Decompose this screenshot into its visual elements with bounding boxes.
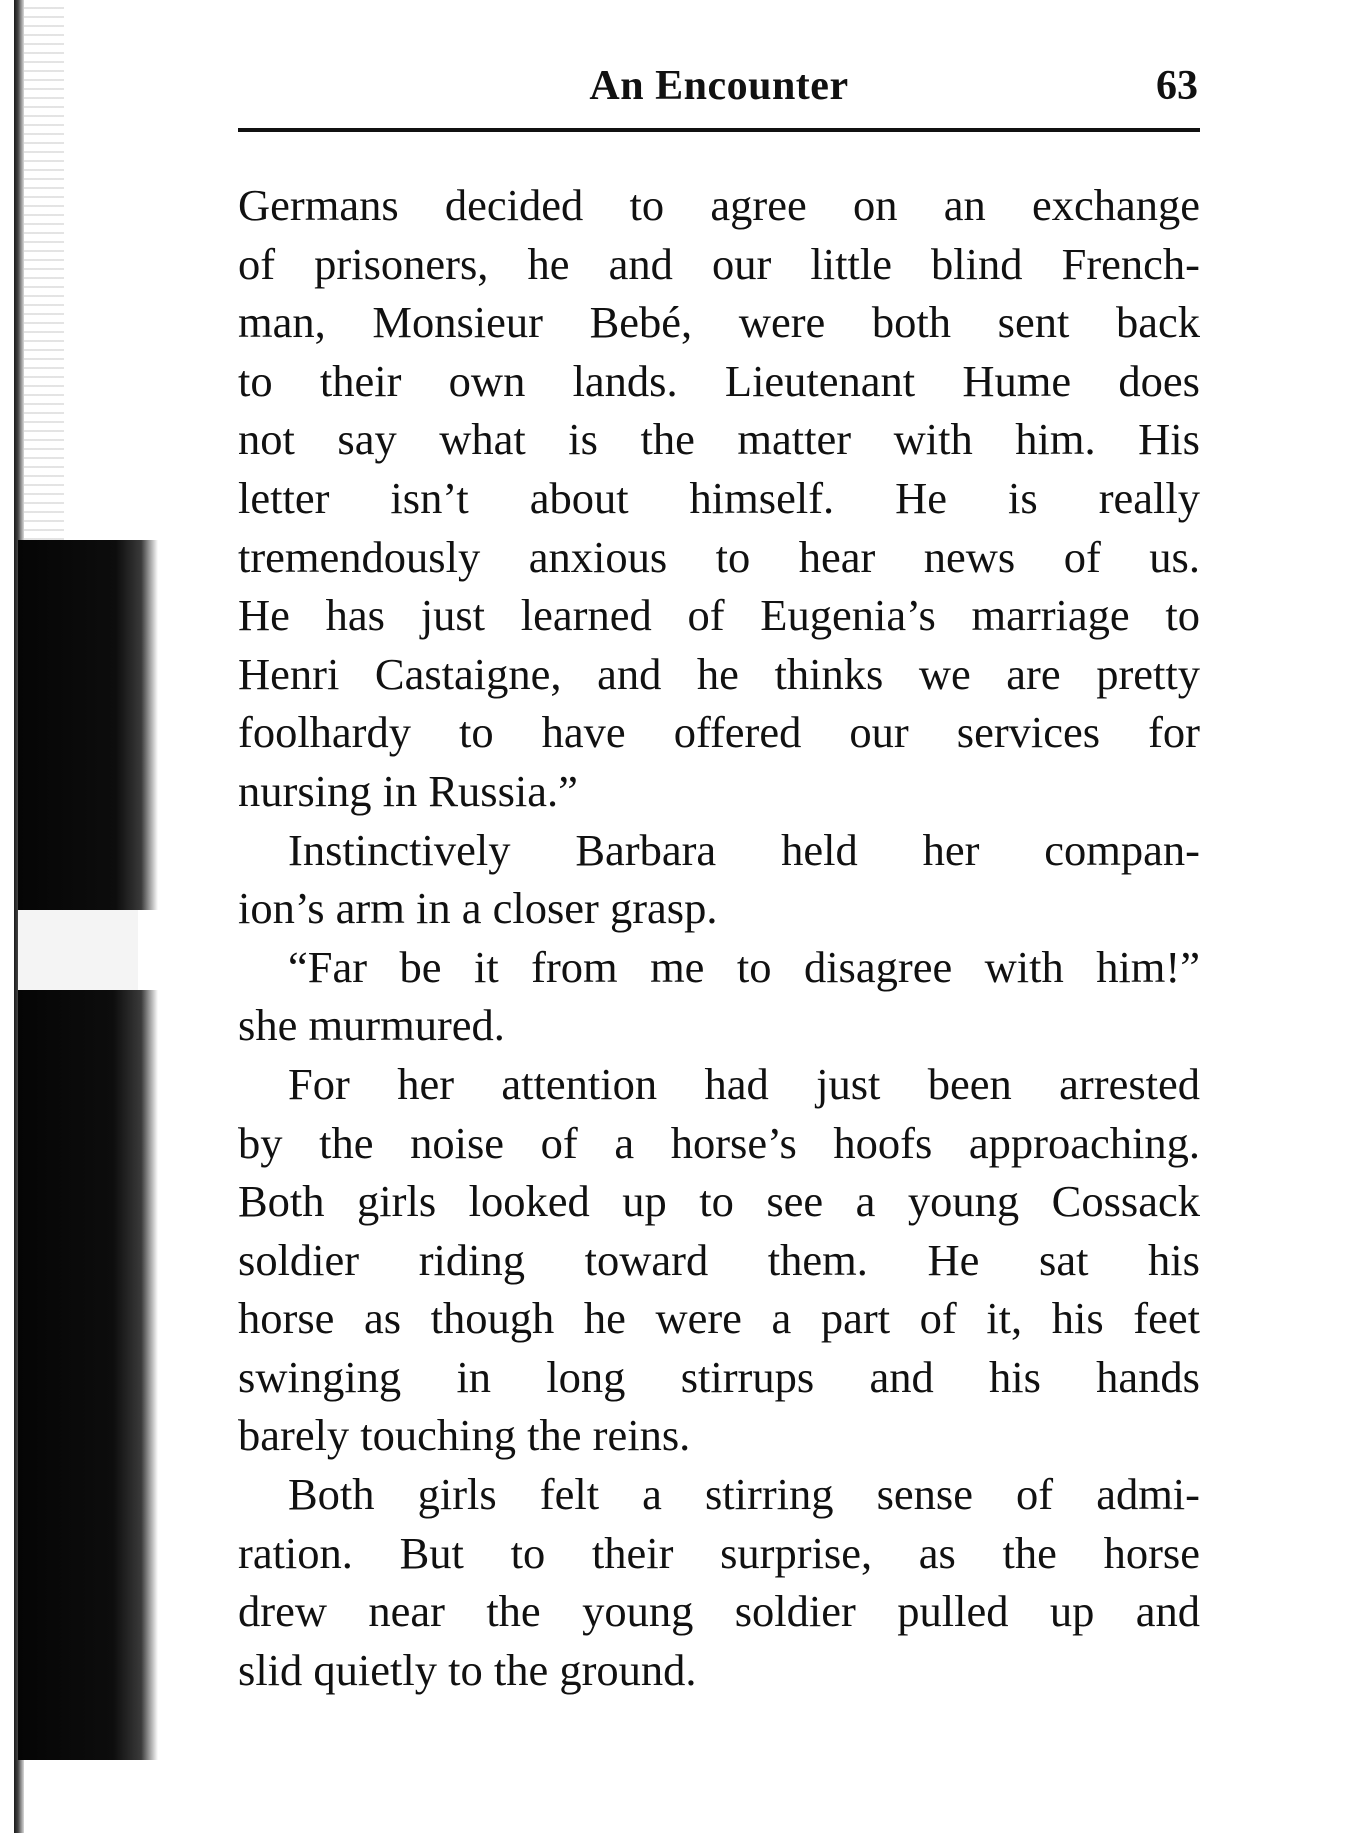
text-line: man, Monsieur Bebé, were both sent back xyxy=(238,297,1200,348)
text-line: drew near the young soldier pulled up and xyxy=(238,1586,1200,1637)
text-line: of prisoners, he and our little blind French- xyxy=(238,238,1200,289)
binding-edge-speckle xyxy=(24,0,64,540)
text-line: she murmured. xyxy=(238,1000,505,1051)
body-text xyxy=(238,176,1200,1699)
text-line: Henri Castaigne, and he thinks we are pretty xyxy=(238,648,1200,699)
text-line: soldier riding toward them. He sat his xyxy=(238,1234,1200,1285)
text-line: barely touching the reins. xyxy=(238,1410,691,1461)
header-rule xyxy=(238,128,1200,132)
text-line: nursing in Russia.” xyxy=(238,765,578,816)
text-line: For her attention had just been arrested xyxy=(288,1058,1200,1109)
text-line: “Far be it from me to disagree with him!” xyxy=(288,941,1200,992)
text-line: slid quietly to the ground. xyxy=(238,1644,697,1695)
paragraph-5 xyxy=(238,1465,1200,1699)
paragraph-3 xyxy=(238,938,1200,1055)
text-line: He has just learned of Eugenia’s marriage to xyxy=(238,590,1200,641)
text-line: Instinctively Barbara held her compan- xyxy=(288,824,1200,875)
page-number: 63 xyxy=(1156,63,1198,109)
text-line: ration. But to their surprise, as the horse xyxy=(238,1527,1200,1578)
scanned-binding-edge xyxy=(0,0,170,1833)
scan-shadow-gap xyxy=(18,910,138,990)
text-line: tremendously anxious to hear news of us. xyxy=(238,531,1200,582)
running-header xyxy=(238,62,1200,122)
text-line: to their own lands. Lieutenant Hume does xyxy=(238,355,1200,406)
text-line: not say what is the matter with him. His xyxy=(238,414,1200,465)
paragraph-2 xyxy=(238,821,1200,938)
scan-shadow-upper xyxy=(18,540,158,910)
paragraph-4 xyxy=(238,1055,1200,1465)
text-line: Germans decided to agree on an exchange xyxy=(238,180,1200,230)
text-line: foolhardy to have offered our services for xyxy=(238,707,1200,758)
scan-shadow-lower xyxy=(18,990,158,1760)
chapter-title: An Encounter xyxy=(589,63,849,109)
text-line: ion’s arm in a closer grasp. xyxy=(238,883,718,934)
text-line: horse as though he were a part of it, his feet xyxy=(238,1293,1200,1344)
paragraph-1 xyxy=(238,176,1200,821)
text-line: Both girls felt a stirring sense of admi- xyxy=(288,1469,1200,1520)
text-line: Both girls looked up to see a young Cossack xyxy=(238,1176,1200,1227)
text-line: letter isn’t about himself. He is really xyxy=(238,472,1200,523)
text-line: by the noise of a horse’s hoofs approaching. xyxy=(238,1117,1200,1168)
text-line: swinging in long stirrups and his hands xyxy=(238,1351,1200,1402)
